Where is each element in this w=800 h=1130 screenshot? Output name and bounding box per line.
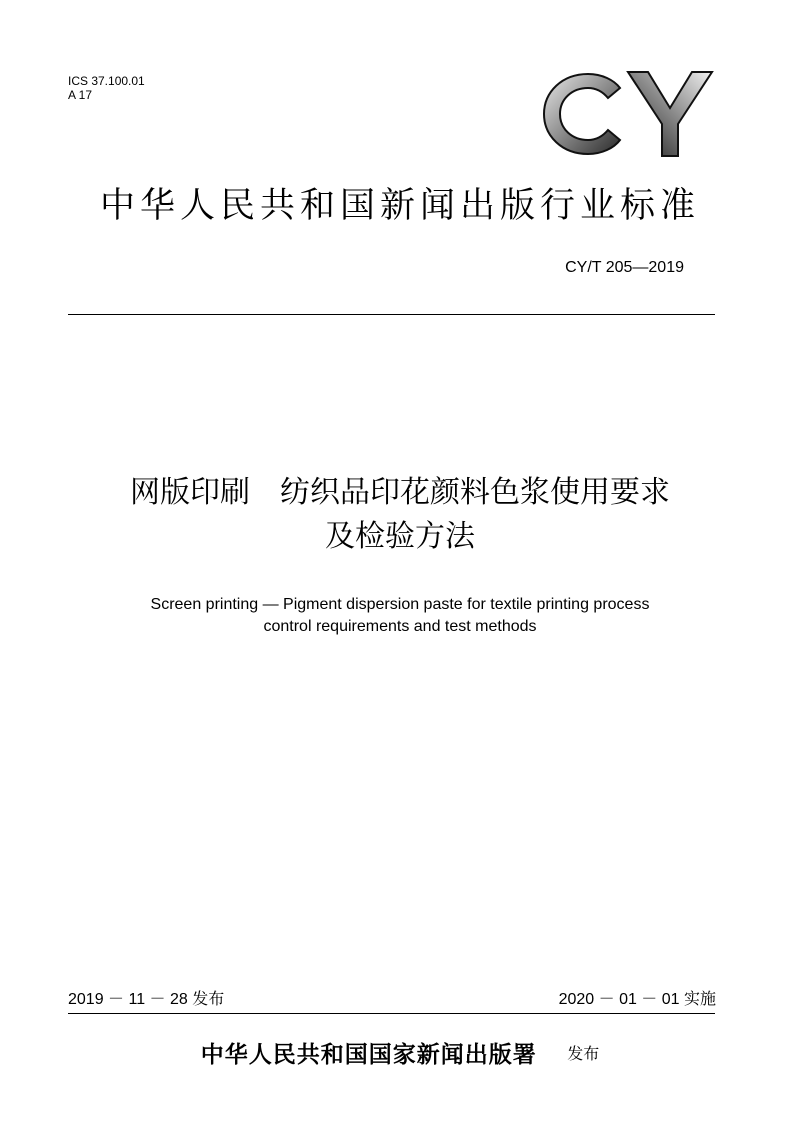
chinese-title-line-2: 及检验方法 xyxy=(325,519,475,554)
publisher-name: 中华人民共和国国家新闻出版署 xyxy=(200,1041,537,1068)
classification-codes xyxy=(68,74,145,102)
implementation-date: 2020 － 01 － 01 实施 xyxy=(558,991,716,1008)
ccs-code: A 17 xyxy=(68,88,93,102)
issue-date: 2019 － 11 － 28 发布 xyxy=(68,991,225,1008)
publisher-line xyxy=(0,1036,800,1069)
english-title-line-2: control requirements and test methods xyxy=(263,618,537,635)
chinese-title-line-1: 网版印刷 纺织品印花颜料色浆使用要求 xyxy=(130,475,670,510)
standard-series-title: 中华人民共和国新闻出版行业标准 xyxy=(99,186,700,226)
bottom-divider xyxy=(68,1013,715,1014)
standard-code: CY/T 205—2019 xyxy=(565,259,684,276)
publisher-action: 发布 xyxy=(567,1044,600,1063)
top-divider xyxy=(68,314,715,315)
cy-logo-icon xyxy=(536,66,714,160)
ics-code: ICS 37.100.01 xyxy=(68,74,145,88)
english-title-line-1: Screen printing — Pigment dispersion paste for textile printing process xyxy=(150,596,650,613)
